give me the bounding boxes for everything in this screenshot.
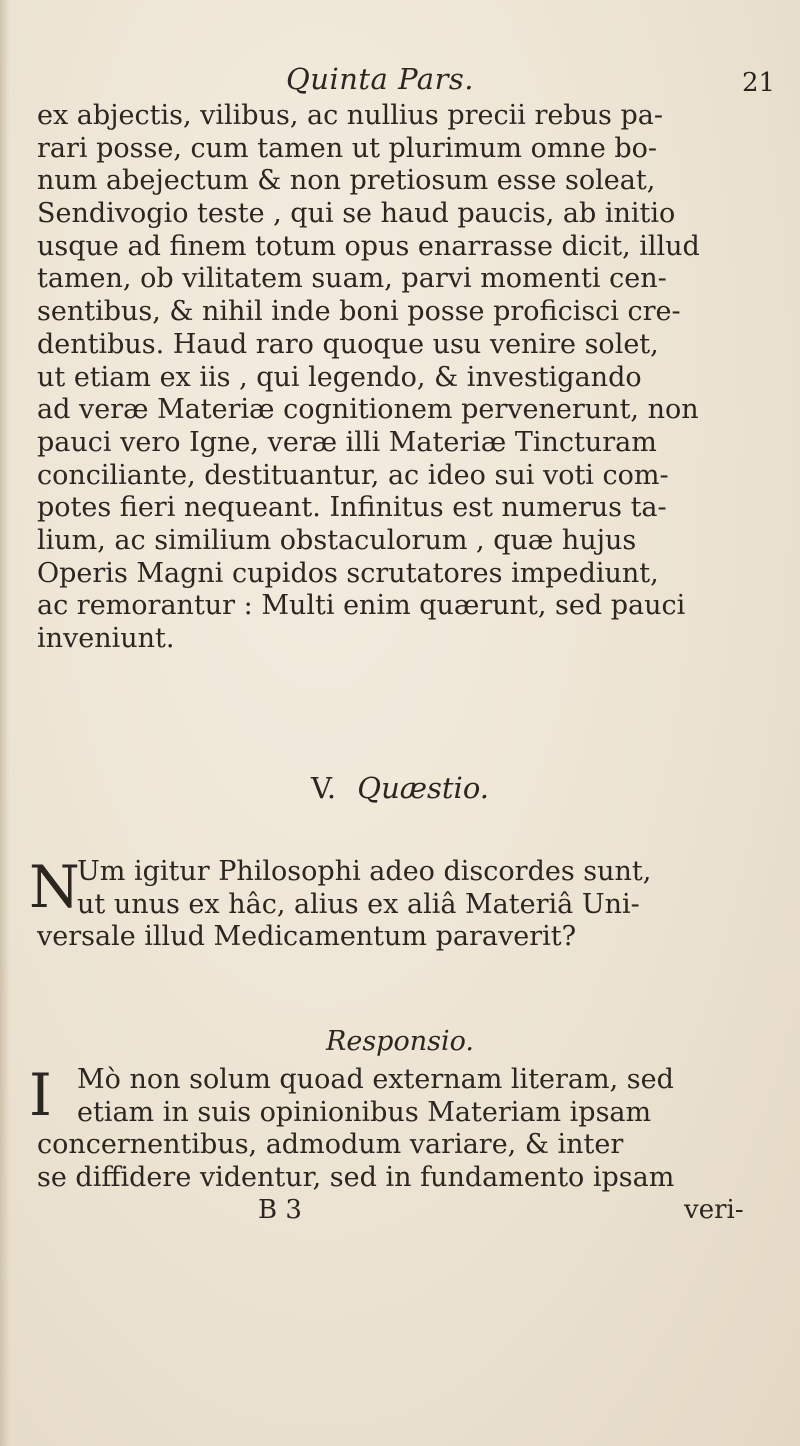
text-line: potes fieri nequeant. Infinitus est numerus ta- (37, 492, 667, 524)
text-line: concernentibus, admodum variare, & inter (37, 1129, 624, 1161)
text-line: Operis Magni cupidos scrutatores impediunt, (37, 557, 659, 589)
page-footer (0, 1195, 800, 1227)
catchword: veri- (684, 1195, 744, 1225)
response-heading: Responsio. (326, 1026, 474, 1057)
text-line: se diffidere videntur, sed in fundamento ipsam (37, 1162, 675, 1194)
page-number: 21 (742, 68, 776, 98)
signature-mark: B 3 (258, 1195, 302, 1225)
section-heading (0, 771, 800, 805)
text-line: sentibus, & nihil inde boni posse proficisci cre- (37, 296, 681, 328)
text-line: lium, ac similium obstaculorum , quæ hujus (37, 524, 637, 556)
text-line: ut unus ex hâc, alius ex aliâ Materiâ Uni- (77, 888, 640, 920)
text-line: conciliante, destituantur, ac ideo sui voti com- (37, 459, 669, 491)
line-text: Mò non solum quoad externam literam, sed (77, 1064, 674, 1095)
text-line: ex abjectis, vilibus, ac nullius precii rebus pa- (37, 100, 663, 131)
drop-cap: I (29, 1061, 52, 1129)
page-header (0, 62, 800, 102)
text-line: versale illud Medicamentum paraverit? (37, 921, 577, 953)
section-number: V. (310, 771, 337, 805)
text-line: inveniunt. (37, 623, 175, 654)
text-line: pauci vero Igne, veræ illi Materiæ Tincturam (37, 426, 657, 458)
text-line: dentibus. Haud raro quoque usu venire solet, (37, 328, 659, 360)
drop-cap: N (29, 853, 80, 921)
text-line: Sendivogio teste , qui se haud paucis, ab initio (37, 198, 676, 230)
line-text: Um igitur Philosophi adeo discordes sunt, (77, 856, 652, 887)
main-paragraph (37, 100, 772, 656)
text-line: ut etiam ex iis , qui legendo, & investigando (37, 361, 642, 393)
question-paragraph (29, 853, 772, 954)
text-line: usque ad finem totum opus enarrasse dicit, illud (37, 230, 700, 262)
text-line: tamen, ob vilitatem suam, parvi momenti cen- (37, 263, 667, 295)
text-line: ad veræ Materiæ cognitionem pervenerunt, non (37, 394, 699, 426)
text-line: etiam in suis opinionibus Materiam ipsam (77, 1096, 652, 1128)
text-line: rari posse, cum tamen ut plurimum omne bo- (37, 132, 658, 164)
text-line: num abejectum & non pretiosum esse soleat, (37, 165, 656, 197)
running-head: Quinta Pars. (286, 62, 475, 96)
section-title: Quæstio. (357, 771, 489, 805)
text-line: ac remorantur : Multi enim quærunt, sed pauci (37, 590, 686, 622)
page-gutter-shadow (0, 0, 10, 1446)
response-paragraph (29, 1061, 772, 1195)
